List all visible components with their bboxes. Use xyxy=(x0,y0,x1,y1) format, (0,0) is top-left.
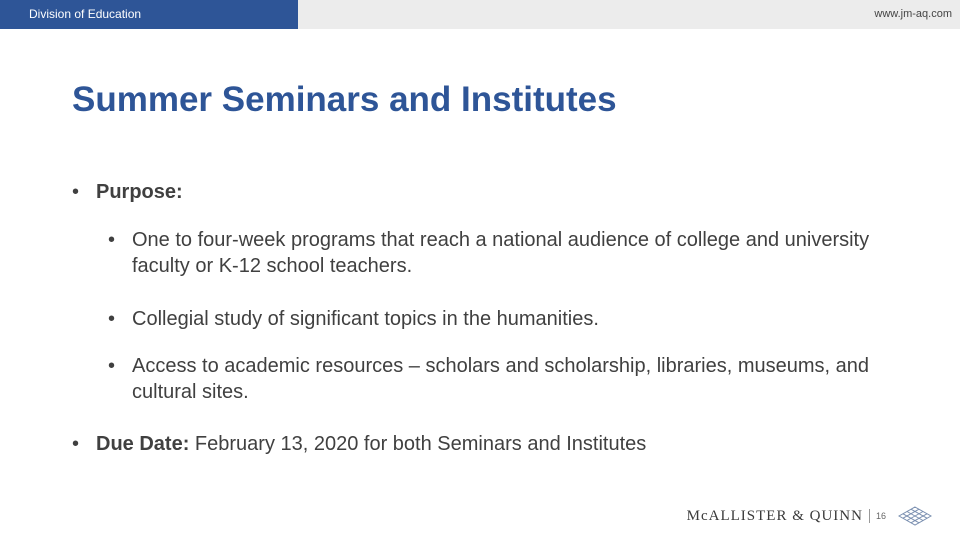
purpose-item-text: Access to academic resources – scholars and scholarship, libraries, museums, and cultural sites. xyxy=(132,355,869,403)
company-logo-text: McALLISTER & QUINN xyxy=(686,507,863,524)
purpose-item-text: One to four-week programs that reach a national audience of college and university faculty or K-12 school teachers. xyxy=(132,229,870,277)
bullet-dot: • xyxy=(108,308,116,330)
footer-divider xyxy=(869,509,870,523)
footer-branding xyxy=(687,505,932,527)
purpose-label: Purpose: xyxy=(96,181,183,203)
bullet-dot: • xyxy=(108,229,116,251)
bullet-dot: • xyxy=(108,355,116,377)
purpose-item-text: Collegial study of significant topics in the humanities. xyxy=(132,308,599,330)
purpose-item xyxy=(108,353,878,405)
header-bar xyxy=(0,0,960,29)
bullet-dot: • xyxy=(72,181,80,203)
slide-title: Summer Seminars and Institutes xyxy=(72,80,617,119)
page-number: 16 xyxy=(875,511,886,521)
website-url: www.jm-aq.com xyxy=(874,8,952,20)
due-date-value: February 13, 2020 for both Seminars and Institutes xyxy=(189,433,647,455)
due-date-label: Due Date: xyxy=(96,433,190,455)
due-date-text xyxy=(72,431,646,457)
division-label: Division of Education xyxy=(0,0,298,29)
diamond-lattice-icon xyxy=(898,506,932,526)
purpose-bullet xyxy=(72,179,183,205)
due-date-bullet xyxy=(72,431,646,457)
bullet-dot: • xyxy=(72,433,80,455)
purpose-item xyxy=(108,227,878,279)
purpose-item xyxy=(108,306,878,332)
